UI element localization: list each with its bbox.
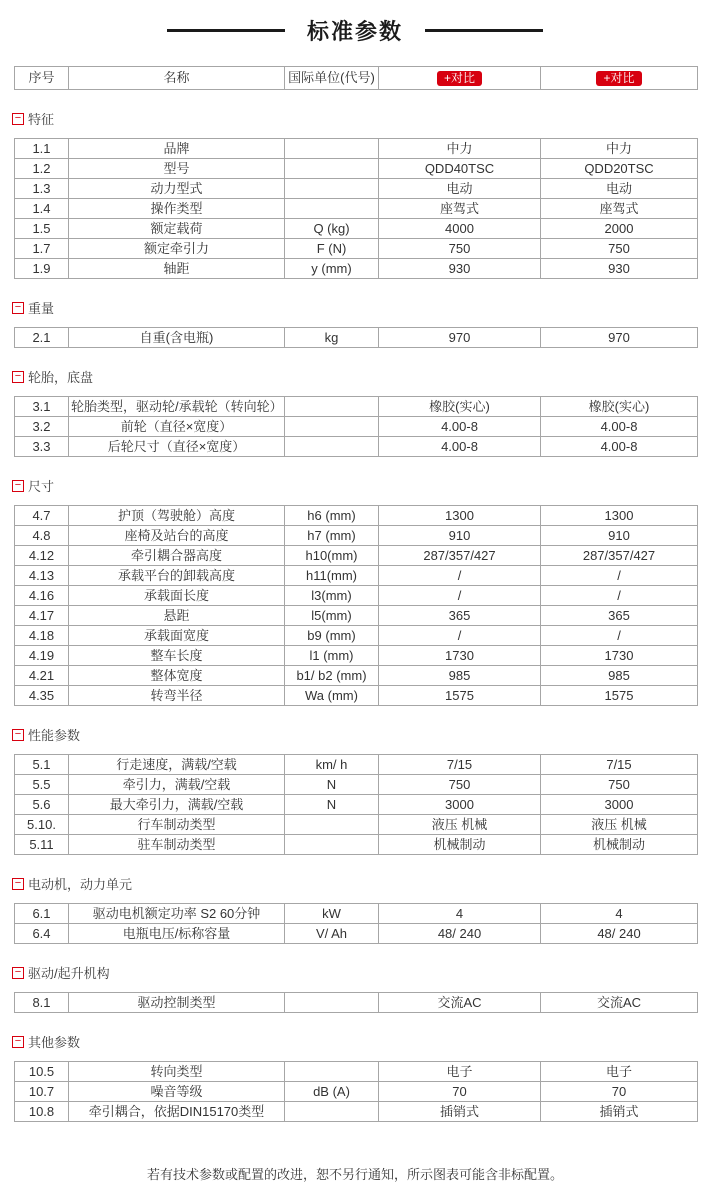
section-label: 其他参数 xyxy=(28,1035,81,1050)
cell-unit xyxy=(285,1062,379,1082)
compare-button-1[interactable]: +对比 xyxy=(437,71,482,86)
cell-value-2: 750 xyxy=(541,775,698,795)
cell-value-2: 70 xyxy=(541,1082,698,1102)
cell-unit xyxy=(285,139,379,159)
spec-row xyxy=(15,139,698,159)
cell-index: 5.11 xyxy=(15,835,69,855)
cell-value-1: 750 xyxy=(379,775,541,795)
section-table-drive-lift xyxy=(14,992,698,1013)
cell-unit xyxy=(285,437,379,457)
collapse-icon[interactable]: − xyxy=(12,878,24,890)
cell-name: 动力型式 xyxy=(69,179,285,199)
spec-row xyxy=(15,646,698,666)
cell-index: 4.18 xyxy=(15,626,69,646)
cell-name: 自重(含电瓶) xyxy=(69,328,285,348)
cell-name: 座椅及站台的高度 xyxy=(69,526,285,546)
cell-value-1: 48/ 240 xyxy=(379,924,541,944)
header-col-index: 序号 xyxy=(15,67,69,90)
cell-name: 前轮（直径×宽度） xyxy=(69,417,285,437)
collapse-icon[interactable]: − xyxy=(12,480,24,492)
section-label: 轮胎，底盘 xyxy=(28,370,94,385)
cell-index: 10.8 xyxy=(15,1102,69,1122)
cell-name: 牵引耦合器高度 xyxy=(69,546,285,566)
cell-unit xyxy=(285,993,379,1013)
cell-index: 1.2 xyxy=(15,159,69,179)
spec-header-table xyxy=(14,66,698,90)
cell-name: 护顶（驾驶舱）高度 xyxy=(69,506,285,526)
page-title-block xyxy=(0,14,710,46)
section-head-features xyxy=(12,109,710,128)
spec-row xyxy=(15,666,698,686)
cell-value-1: / xyxy=(379,586,541,606)
page-title: 标准参数 xyxy=(306,18,403,44)
cell-value-2: 7/15 xyxy=(541,755,698,775)
header-col-name: 名称 xyxy=(69,67,285,90)
cell-index: 4.8 xyxy=(15,526,69,546)
cell-name: 型号 xyxy=(69,159,285,179)
section-table-other xyxy=(14,1061,698,1122)
cell-unit: b1/ b2 (mm) xyxy=(285,666,379,686)
cell-value-1: 交流AC xyxy=(379,993,541,1013)
cell-index: 3.2 xyxy=(15,417,69,437)
cell-value-2: 交流AC xyxy=(541,993,698,1013)
cell-index: 2.1 xyxy=(15,328,69,348)
cell-name: 承载平台的卸载高度 xyxy=(69,566,285,586)
cell-value-2: 插销式 xyxy=(541,1102,698,1122)
spec-row xyxy=(15,586,698,606)
collapse-icon[interactable]: − xyxy=(12,371,24,383)
cell-value-1: 70 xyxy=(379,1082,541,1102)
cell-name: 转弯半径 xyxy=(69,686,285,706)
cell-index: 5.5 xyxy=(15,775,69,795)
title-rule-right xyxy=(425,29,543,32)
cell-value-2: 365 xyxy=(541,606,698,626)
cell-unit xyxy=(285,199,379,219)
spec-row xyxy=(15,924,698,944)
cell-name: 整体宽度 xyxy=(69,666,285,686)
cell-value-2: 985 xyxy=(541,666,698,686)
spec-row xyxy=(15,437,698,457)
cell-value-2: 橡胶(实心) xyxy=(541,397,698,417)
cell-name: 操作类型 xyxy=(69,199,285,219)
cell-index: 6.1 xyxy=(15,904,69,924)
header-col-unit: 国际单位(代号) xyxy=(285,67,379,90)
cell-value-1: / xyxy=(379,566,541,586)
cell-value-1: 座驾式 xyxy=(379,199,541,219)
cell-name: 轴距 xyxy=(69,259,285,279)
cell-name: 整车长度 xyxy=(69,646,285,666)
cell-value-2: 4.00-8 xyxy=(541,437,698,457)
cell-index: 4.16 xyxy=(15,586,69,606)
cell-name: 牵引耦合，依据DIN15170类型 xyxy=(69,1102,285,1122)
cell-value-1: 液压 机械 xyxy=(379,815,541,835)
cell-index: 4.17 xyxy=(15,606,69,626)
cell-unit: h11(mm) xyxy=(285,566,379,586)
cell-index: 1.9 xyxy=(15,259,69,279)
cell-value-1: 电子 xyxy=(379,1062,541,1082)
spec-row xyxy=(15,328,698,348)
cell-value-2: 750 xyxy=(541,239,698,259)
cell-name: 额定载荷 xyxy=(69,219,285,239)
cell-unit: N xyxy=(285,795,379,815)
section-table-motor-power-unit xyxy=(14,903,698,944)
cell-unit: l3(mm) xyxy=(285,586,379,606)
cell-value-1: 中力 xyxy=(379,139,541,159)
cell-value-1: 930 xyxy=(379,259,541,279)
cell-value-1: 电动 xyxy=(379,179,541,199)
cell-value-1: 3000 xyxy=(379,795,541,815)
footer-note: 若有技术参数或配置的改进，恕不另行通知，所示图表可能含非标配置。 xyxy=(146,1167,563,1182)
cell-unit: l5(mm) xyxy=(285,606,379,626)
cell-name: 噪音等级 xyxy=(69,1082,285,1102)
cell-index: 4.13 xyxy=(15,566,69,586)
cell-name: 驱动电机额定功率 S2 60分钟 xyxy=(69,904,285,924)
cell-unit: Q (kg) xyxy=(285,219,379,239)
cell-name: 承载面长度 xyxy=(69,586,285,606)
cell-unit: Wa (mm) xyxy=(285,686,379,706)
cell-index: 6.4 xyxy=(15,924,69,944)
section-head-drive-lift xyxy=(12,963,710,982)
cell-value-1: QDD40TSC xyxy=(379,159,541,179)
cell-unit: N xyxy=(285,775,379,795)
cell-unit: y (mm) xyxy=(285,259,379,279)
compare-button-2[interactable]: +对比 xyxy=(596,71,641,86)
cell-value-2: 970 xyxy=(541,328,698,348)
cell-index: 4.19 xyxy=(15,646,69,666)
cell-index: 10.5 xyxy=(15,1062,69,1082)
cell-unit: h7 (mm) xyxy=(285,526,379,546)
cell-value-2: 48/ 240 xyxy=(541,924,698,944)
cell-name: 轮胎类型，驱动轮/承载轮（转向轮） xyxy=(69,397,285,417)
cell-name: 行车制动类型 xyxy=(69,815,285,835)
section-head-other xyxy=(12,1032,710,1051)
cell-value-1: 机械制动 xyxy=(379,835,541,855)
collapse-icon[interactable]: − xyxy=(12,1036,24,1048)
cell-name: 牵引力，满载/空载 xyxy=(69,775,285,795)
spec-row xyxy=(15,815,698,835)
cell-index: 4.35 xyxy=(15,686,69,706)
cell-value-1: 1300 xyxy=(379,506,541,526)
cell-value-2: 电动 xyxy=(541,179,698,199)
cell-name: 后轮尺寸（直径×宽度） xyxy=(69,437,285,457)
cell-unit xyxy=(285,417,379,437)
cell-name: 驱动控制类型 xyxy=(69,993,285,1013)
section-head-tyres-chassis xyxy=(12,367,710,386)
collapse-icon[interactable]: − xyxy=(12,113,24,125)
cell-value-1: 910 xyxy=(379,526,541,546)
cell-index: 1.3 xyxy=(15,179,69,199)
cell-name: 最大牵引力，满载/空载 xyxy=(69,795,285,815)
spec-row xyxy=(15,546,698,566)
section-label: 尺寸 xyxy=(28,479,55,494)
cell-value-1: 4000 xyxy=(379,219,541,239)
section-label: 驱动/起升机构 xyxy=(28,966,110,981)
cell-name: 额定牵引力 xyxy=(69,239,285,259)
spec-row xyxy=(15,1082,698,1102)
section-head-performance xyxy=(12,725,710,744)
cell-value-2: 座驾式 xyxy=(541,199,698,219)
header-col-model-1 xyxy=(379,67,541,90)
spec-row xyxy=(15,397,698,417)
spec-row xyxy=(15,259,698,279)
spec-row xyxy=(15,1102,698,1122)
collapse-icon[interactable]: − xyxy=(12,302,24,314)
spec-row xyxy=(15,566,698,586)
cell-unit: dB (A) xyxy=(285,1082,379,1102)
cell-name: 悬距 xyxy=(69,606,285,626)
cell-value-2: 2000 xyxy=(541,219,698,239)
section-label: 特征 xyxy=(28,112,55,127)
cell-value-1: 365 xyxy=(379,606,541,626)
cell-index: 1.7 xyxy=(15,239,69,259)
spec-row xyxy=(15,506,698,526)
cell-index: 8.1 xyxy=(15,993,69,1013)
cell-value-2: QDD20TSC xyxy=(541,159,698,179)
cell-index: 1.1 xyxy=(15,139,69,159)
cell-unit xyxy=(285,815,379,835)
cell-value-2: 液压 机械 xyxy=(541,815,698,835)
cell-name: 承载面宽度 xyxy=(69,626,285,646)
section-table-features xyxy=(14,138,698,279)
cell-value-2: 4 xyxy=(541,904,698,924)
cell-value-2: / xyxy=(541,586,698,606)
cell-value-2: / xyxy=(541,566,698,586)
cell-unit: h10(mm) xyxy=(285,546,379,566)
cell-index: 1.4 xyxy=(15,199,69,219)
cell-index: 5.6 xyxy=(15,795,69,815)
section-head-weight xyxy=(12,298,710,317)
cell-index: 3.3 xyxy=(15,437,69,457)
spec-row xyxy=(15,606,698,626)
cell-value-1: 4.00-8 xyxy=(379,437,541,457)
cell-unit xyxy=(285,179,379,199)
header-col-model-2 xyxy=(541,67,698,90)
spec-row xyxy=(15,775,698,795)
cell-value-2: 910 xyxy=(541,526,698,546)
cell-value-2: 3000 xyxy=(541,795,698,815)
cell-value-2: 4.00-8 xyxy=(541,417,698,437)
cell-index: 1.5 xyxy=(15,219,69,239)
cell-value-1: 插销式 xyxy=(379,1102,541,1122)
cell-value-1: 985 xyxy=(379,666,541,686)
cell-value-1: 4.00-8 xyxy=(379,417,541,437)
spec-row xyxy=(15,199,698,219)
cell-unit: V/ Ah xyxy=(285,924,379,944)
cell-value-1: 750 xyxy=(379,239,541,259)
spec-row xyxy=(15,626,698,646)
cell-value-2: 1575 xyxy=(541,686,698,706)
section-table-tyres-chassis xyxy=(14,396,698,457)
cell-unit: l1 (mm) xyxy=(285,646,379,666)
spec-row xyxy=(15,904,698,924)
cell-value-1: / xyxy=(379,626,541,646)
cell-value-1: 287/357/427 xyxy=(379,546,541,566)
cell-index: 5.10. xyxy=(15,815,69,835)
cell-index: 4.7 xyxy=(15,506,69,526)
cell-unit: F (N) xyxy=(285,239,379,259)
cell-name: 转向类型 xyxy=(69,1062,285,1082)
spec-row xyxy=(15,239,698,259)
spec-row xyxy=(15,686,698,706)
cell-value-1: 1575 xyxy=(379,686,541,706)
spec-row xyxy=(15,179,698,199)
spec-row xyxy=(15,755,698,775)
cell-unit xyxy=(285,397,379,417)
spec-row xyxy=(15,835,698,855)
cell-unit xyxy=(285,835,379,855)
collapse-icon[interactable]: − xyxy=(12,729,24,741)
cell-unit: kW xyxy=(285,904,379,924)
section-label: 重量 xyxy=(28,301,55,316)
spec-row xyxy=(15,795,698,815)
cell-index: 5.1 xyxy=(15,755,69,775)
cell-unit xyxy=(285,1102,379,1122)
cell-name: 品牌 xyxy=(69,139,285,159)
cell-unit: km/ h xyxy=(285,755,379,775)
cell-value-2: 电子 xyxy=(541,1062,698,1082)
spec-row xyxy=(15,1062,698,1082)
cell-index: 3.1 xyxy=(15,397,69,417)
cell-value-1: 1730 xyxy=(379,646,541,666)
cell-value-1: 970 xyxy=(379,328,541,348)
section-label: 电动机，动力单元 xyxy=(28,877,133,892)
cell-unit: b9 (mm) xyxy=(285,626,379,646)
sections-container xyxy=(0,109,710,1122)
header-row xyxy=(15,67,698,90)
spec-row xyxy=(15,219,698,239)
cell-name: 电瓶电压/标称容量 xyxy=(69,924,285,944)
cell-index: 10.7 xyxy=(15,1082,69,1102)
cell-unit: kg xyxy=(285,328,379,348)
section-head-motor-power-unit xyxy=(12,874,710,893)
cell-value-2: / xyxy=(541,626,698,646)
section-head-dimensions xyxy=(12,476,710,495)
cell-name: 驻车制动类型 xyxy=(69,835,285,855)
spec-row xyxy=(15,993,698,1013)
cell-value-1: 4 xyxy=(379,904,541,924)
cell-value-2: 287/357/427 xyxy=(541,546,698,566)
spec-row xyxy=(15,417,698,437)
cell-value-1: 7/15 xyxy=(379,755,541,775)
section-label: 性能参数 xyxy=(28,728,81,743)
cell-unit: h6 (mm) xyxy=(285,506,379,526)
spec-row xyxy=(15,159,698,179)
spec-row xyxy=(15,526,698,546)
cell-value-2: 机械制动 xyxy=(541,835,698,855)
cell-value-2: 中力 xyxy=(541,139,698,159)
cell-value-2: 930 xyxy=(541,259,698,279)
cell-index: 4.12 xyxy=(15,546,69,566)
cell-value-2: 1730 xyxy=(541,646,698,666)
section-table-weight xyxy=(14,327,698,348)
cell-name: 行走速度，满载/空载 xyxy=(69,755,285,775)
cell-value-1: 橡胶(实心) xyxy=(379,397,541,417)
cell-index: 4.21 xyxy=(15,666,69,686)
section-table-performance xyxy=(14,754,698,855)
title-rule-left xyxy=(167,29,285,32)
cell-unit xyxy=(285,159,379,179)
collapse-icon[interactable]: − xyxy=(12,967,24,979)
section-table-dimensions xyxy=(14,505,698,706)
cell-value-2: 1300 xyxy=(541,506,698,526)
